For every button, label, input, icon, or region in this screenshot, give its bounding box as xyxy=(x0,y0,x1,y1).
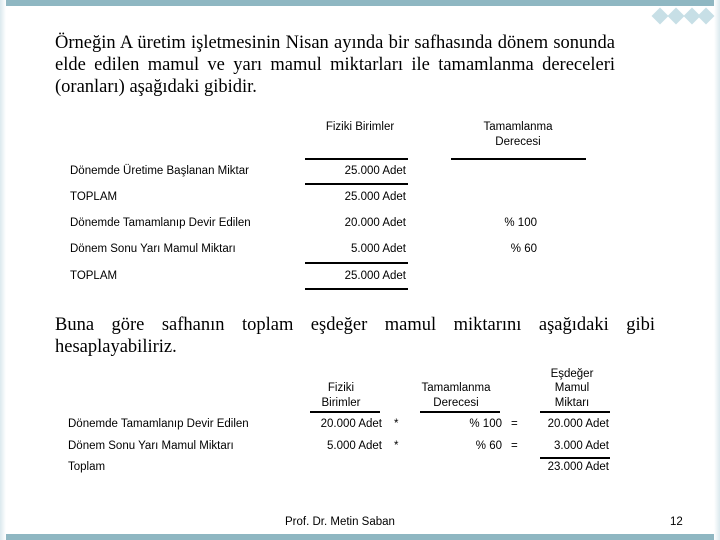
table1-double-underline xyxy=(305,288,408,290)
table2-header-equiv-line3: Miktarı xyxy=(554,397,590,409)
table2-total-line xyxy=(540,457,610,459)
table2-header-units-line2: Birimler xyxy=(321,397,361,409)
corner-diamond-decoration xyxy=(650,8,714,26)
table1-row-units: 25.000 Adet xyxy=(344,165,406,177)
table2-header-units-line1: Fiziki xyxy=(327,382,355,394)
table2-degree-underline xyxy=(420,411,500,413)
table2-total-label: Toplam xyxy=(68,461,106,473)
table2-row-degree: % 100 xyxy=(469,418,502,430)
table1-units-underline xyxy=(305,158,408,160)
table2-row-operator: * xyxy=(394,440,399,452)
table1-header-units: Fiziki Birimler xyxy=(325,121,395,133)
table1-row-units: 25.000 Adet xyxy=(344,191,406,203)
table1-row-label: Dönemde Üretime Başlanan Miktar xyxy=(70,165,249,177)
table1-header-degree-line1: Tamamlanma xyxy=(483,121,553,133)
table1-row-label: TOPLAM xyxy=(70,191,118,203)
table2-header-degree-line2: Derecesi xyxy=(433,397,479,409)
table1-row-degree: % 100 xyxy=(504,217,537,229)
slide-top-border xyxy=(0,0,720,6)
slide-bottom-border xyxy=(0,534,720,540)
table1-row-label: TOPLAM xyxy=(70,270,118,282)
table1-row-label: Dönemde Tamamlanıp Devir Edilen xyxy=(70,217,251,229)
footer-author: Prof. Dr. Metin Saban xyxy=(285,516,395,528)
table1-row-units: 20.000 Adet xyxy=(344,217,406,229)
table1-header-degree-line2: Derecesi xyxy=(495,136,541,148)
table2-row-equals: = xyxy=(511,418,518,430)
table2-row-label: Dönemde Tamamlanıp Devir Edilen xyxy=(68,418,249,430)
table1-row-units: 5.000 Adet xyxy=(351,243,406,255)
table1-degree-underline xyxy=(451,158,586,160)
intro-paragraph: Örneğin A üretim işletmesinin Nisan ayında bir safhasında dönem sonunda elde edilen mamul ve yarı mamul miktarları ile tamamlanma dereceleri (oranları) aşağıdaki gibidir. xyxy=(55,33,615,97)
table2-header-equiv-line2: Mamul xyxy=(554,382,590,394)
table2-row-equiv: 3.000 Adet xyxy=(554,440,609,452)
table2-row-units: 20.000 Adet xyxy=(320,418,382,430)
table1-row-label: Dönem Sonu Yarı Mamul Miktarı xyxy=(70,243,236,255)
table2-total-value: 23.000 Adet xyxy=(547,461,609,473)
table2-row-degree: % 60 xyxy=(475,440,502,452)
slide-left-border xyxy=(0,0,6,540)
table1-row-units: 25.000 Adet xyxy=(344,270,406,282)
footer-page-number: 12 xyxy=(670,516,683,528)
table2-row-units: 5.000 Adet xyxy=(327,440,382,452)
table1-total-line xyxy=(305,262,408,264)
table2-row-equals: = xyxy=(511,440,518,452)
table2-row-equiv: 20.000 Adet xyxy=(547,418,609,430)
table2-header-equiv-line1: Eşdeğer xyxy=(550,368,594,380)
second-paragraph: Buna göre safhanın toplam eşdeğer mamul miktarını aşağıdaki gibi hesaplayabiliriz. xyxy=(55,315,655,357)
table1-row-degree: % 60 xyxy=(510,243,537,255)
table2-equiv-underline xyxy=(540,411,610,413)
table2-header-degree-line1: Tamamlanma xyxy=(421,382,491,394)
table1-subtotal-line xyxy=(305,183,408,185)
table2-row-operator: * xyxy=(394,418,399,430)
table2-row-label: Dönem Sonu Yarı Mamul Miktarı xyxy=(68,440,234,452)
table2-units-underline xyxy=(310,411,380,413)
slide-right-border xyxy=(714,0,720,540)
